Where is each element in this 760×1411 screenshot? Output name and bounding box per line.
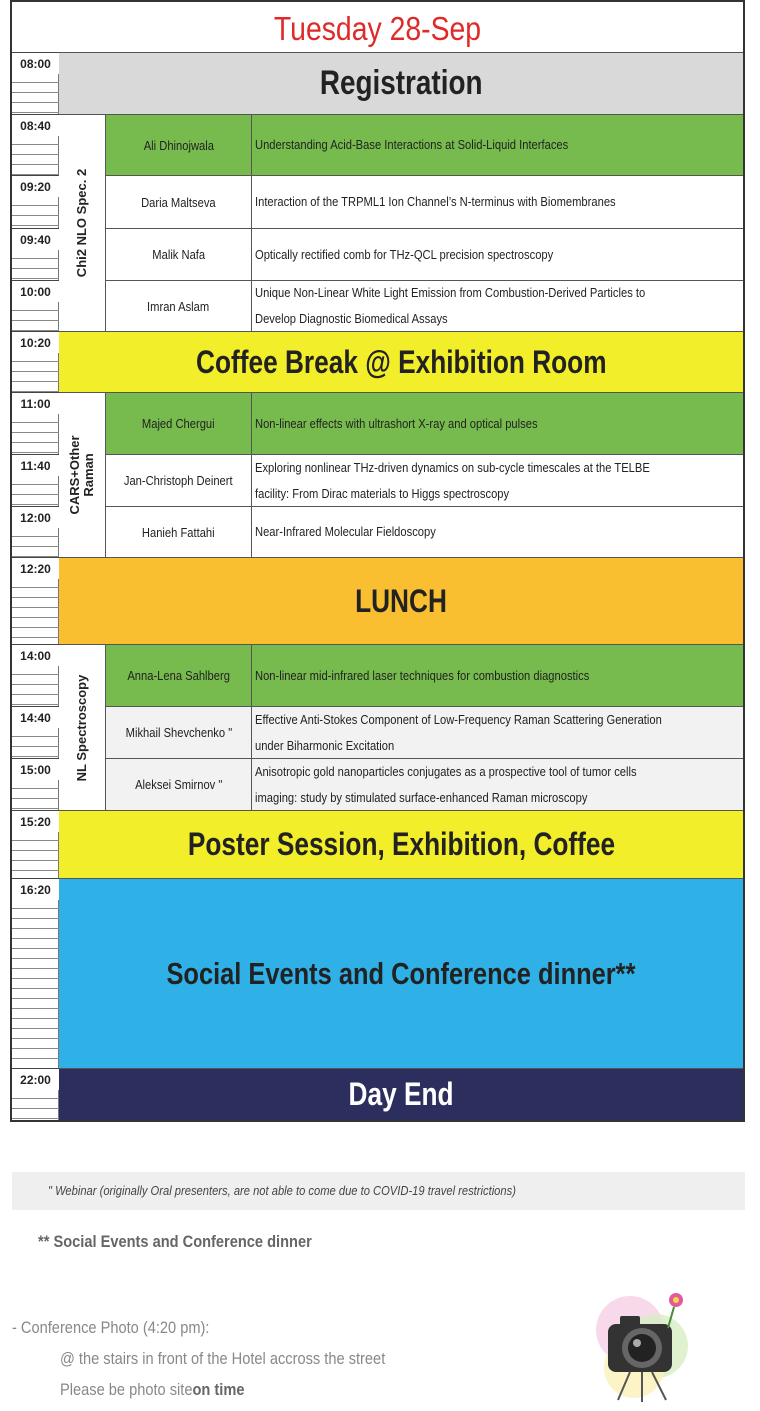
webinar-note: " Webinar (originally Oral presenters, are not able to come due to COVID-19 travel restrictions): [12, 1172, 745, 1210]
time-label: 14:00: [12, 645, 59, 666]
speaker-cell: Anna-Lena Sahlberg: [106, 644, 252, 706]
time-tick: [12, 215, 59, 216]
time-tick: [12, 928, 59, 929]
session-chi2: [59, 114, 106, 331]
time-tick: [12, 92, 59, 93]
time-tick: [12, 988, 59, 989]
speaker-cell: Jan-Christoph Deinert: [106, 454, 252, 506]
poster-session-label: Poster Session, Exhibition, Coffee: [187, 826, 615, 862]
camera-icon: [590, 1288, 702, 1406]
speaker-cell: Imran Aslam: [106, 280, 252, 331]
time-tick: [12, 258, 59, 259]
time-tick: [12, 1098, 59, 1099]
time-tick: [12, 948, 59, 949]
time-tick: [12, 422, 59, 423]
time-tick: [12, 808, 59, 809]
time-tick: [12, 1058, 59, 1059]
speaker-cell: Majed Chergui: [106, 392, 252, 454]
time-tick: [12, 484, 59, 485]
time-tick: [12, 908, 59, 909]
day-end-label: Day End: [348, 1076, 454, 1112]
time-tick: [12, 684, 59, 685]
speaker-cell: Malik Nafa: [106, 228, 252, 280]
time-tick: [12, 330, 59, 331]
session-chi2-label: Chi2 NLO Spec. 2: [74, 168, 89, 278]
registration-band: [59, 52, 743, 114]
time-label: 11:00: [12, 393, 59, 414]
time-tick: [12, 1038, 59, 1039]
time-tick: [12, 174, 59, 175]
time-tick: [12, 1028, 59, 1029]
speaker-cell: Hanieh Fattahi: [106, 506, 252, 557]
time-tick: [12, 860, 59, 861]
time-label: 15:20: [12, 811, 59, 832]
day-end-band: [59, 1068, 743, 1120]
time-tick: [12, 968, 59, 969]
time-label: 09:20: [12, 176, 59, 197]
photo-note-time: Please be photo siteon time: [60, 1380, 245, 1399]
time-tick: [12, 320, 59, 321]
time-tick: [12, 918, 59, 919]
time-tick: [12, 278, 59, 279]
time-label: 11:40: [12, 455, 59, 476]
time-label: 09:40: [12, 229, 59, 250]
session-nl-spectroscopy-label: NL Spectroscopy: [74, 674, 89, 781]
time-label: 16:20: [12, 879, 59, 900]
coffee-break-band: [59, 331, 743, 392]
time-label: 12:20: [12, 558, 59, 579]
time-label: 14:40: [12, 707, 59, 728]
time-tick: [12, 597, 59, 598]
time-tick: [12, 870, 59, 871]
time-tick: [12, 164, 59, 165]
time-tick: [12, 442, 59, 443]
talk-title-cell: Anisotropic gold nanoparticles conjugates as a prospective tool of tumor cells imaging: study by stimulated surface-enhanced Raman microscopy: [252, 758, 743, 810]
time-tick: [12, 674, 59, 675]
lunch-label: LUNCH: [355, 582, 447, 619]
time-label: 10:00: [12, 281, 59, 302]
registration-label: Registration: [319, 64, 483, 102]
time-label: 08:00: [12, 53, 59, 74]
social-note: ** Social Events and Conference dinner: [38, 1232, 312, 1251]
time-tick: [12, 154, 59, 155]
photo-note-title: - Conference Photo (4:20 pm):: [12, 1318, 210, 1337]
time-tick: [12, 694, 59, 695]
time-tick: [12, 391, 59, 392]
page-title: Tuesday 28-Sep: [273, 10, 482, 47]
speaker-cell: Aleksei Smirnov ": [106, 758, 252, 810]
time-tick: [12, 432, 59, 433]
time-column: [12, 52, 59, 1120]
session-nl-spectroscopy: [59, 644, 106, 810]
talk-title-cell: Effective Anti-Stokes Component of Low-Frequency Raman Scattering Generation under Biharmonic Excitation: [252, 706, 743, 758]
time-label: 12:00: [12, 507, 59, 528]
time-tick: [12, 102, 59, 103]
time-tick: [12, 494, 59, 495]
time-tick: [12, 82, 59, 83]
time-tick: [12, 361, 59, 362]
session-cars-raman: [59, 392, 106, 557]
time-label: 08:40: [12, 115, 59, 136]
time-tick: [12, 112, 59, 113]
time-tick: [12, 850, 59, 851]
time-tick: [12, 938, 59, 939]
coffee-break-label: Coffee Break @ Exhibition Room: [195, 343, 607, 380]
time-tick: [12, 617, 59, 618]
time-tick: [12, 746, 59, 747]
time-tick: [12, 205, 59, 206]
talk-title-cell: Unique Non-Linear White Light Emission from Combustion-Derived Particles to Develop Diagnostic Biomedical Assays: [252, 280, 743, 331]
time-tick: [12, 310, 59, 311]
time-tick: [12, 627, 59, 628]
time-tick: [12, 1118, 59, 1119]
talk-title-cell: Non-linear mid-infrared laser techniques for combustion diagnostics: [252, 644, 743, 706]
time-tick: [12, 1008, 59, 1009]
time-tick: [12, 225, 59, 226]
time-tick: [12, 736, 59, 737]
time-label: 15:00: [12, 759, 59, 780]
social-events-label: Social Events and Conference dinner**: [166, 955, 636, 991]
time-tick: [12, 381, 59, 382]
talk-title-cell: Interaction of the TRPML1 Ion Channel’s N-terminus with Biomembranes: [252, 175, 743, 228]
time-tick: [12, 1018, 59, 1019]
time-tick: [12, 978, 59, 979]
poster-session-band: [59, 810, 743, 878]
time-tick: [12, 268, 59, 269]
time-tick: [12, 998, 59, 999]
photo-note-place: @ the stairs in front of the Hotel accross the street: [60, 1349, 386, 1368]
time-tick: [12, 587, 59, 588]
time-tick: [12, 607, 59, 608]
speaker-cell: Daria Maltseva: [106, 175, 252, 228]
time-tick: [12, 637, 59, 638]
time-tick: [12, 144, 59, 145]
lunch-band: [59, 557, 743, 644]
time-tick: [12, 958, 59, 959]
social-events-band: [59, 878, 743, 1068]
time-tick: [12, 556, 59, 557]
time-tick: [12, 788, 59, 789]
session-cars-raman-label: CARS+Other Raman: [67, 435, 96, 515]
time-tick: [12, 840, 59, 841]
time-tick: [12, 704, 59, 705]
time-tick: [12, 798, 59, 799]
time-tick: [12, 1048, 59, 1049]
time-tick: [12, 536, 59, 537]
speaker-cell: Ali Dhinojwala: [106, 114, 252, 175]
talk-title-cell: Understanding Acid-Base Interactions at Solid-Liquid Interfaces: [252, 114, 743, 175]
time-tick: [12, 1108, 59, 1109]
time-tick: [12, 756, 59, 757]
talk-title-cell: Near-Infrared Molecular Fieldoscopy: [252, 506, 743, 557]
time-label: 22:00: [12, 1069, 59, 1090]
speaker-cell: Mikhail Shevchenko ": [106, 706, 252, 758]
talk-title-cell: Optically rectified comb for THz-QCL precision spectroscopy: [252, 228, 743, 280]
time-tick: [12, 452, 59, 453]
time-tick: [12, 546, 59, 547]
time-label: 10:20: [12, 332, 59, 353]
time-tick: [12, 504, 59, 505]
talk-title-cell: Exploring nonlinear THz-driven dynamics on sub-cycle timescales at the TELBE facility: From Dirac materials to Higgs spectroscopy: [252, 454, 743, 506]
time-tick: [12, 371, 59, 372]
talk-title-cell: Non-linear effects with ultrashort X-ray and optical pulses: [252, 392, 743, 454]
